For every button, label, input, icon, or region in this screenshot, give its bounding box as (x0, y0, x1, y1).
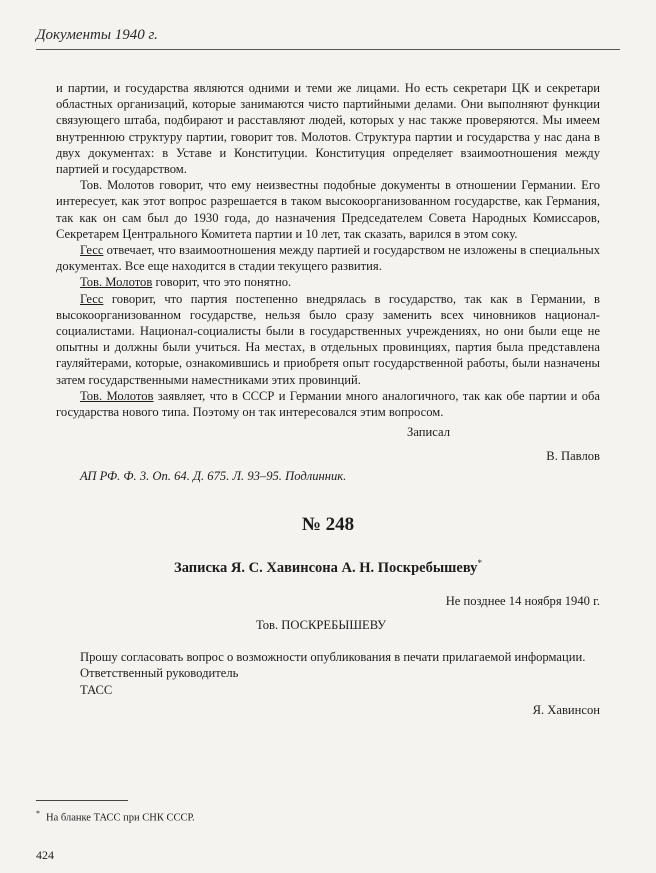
paragraph-1: и партии, и государства являются одними и теми же лицами. Но есть секретари ЦК и секретари областных организаций, которые занимаются чисто партийными делами. Они выполняют функции связующего штаба, подбирают и расставляют людей, которых у нас также проверяются. Мы имеем внутреннюю структуру партии, говорит тов. Молотов. Структура партии и государства у нас дана в двух документах: в Уставе и Конституции. Конституция определяет взаимоотношения между партией и государством. (56, 81, 600, 177)
footnote-rule (36, 800, 128, 801)
speaker-molotov: Тов. Молотов (80, 388, 154, 403)
date-line: Не позднее 14 ноября 1940 г. (445, 593, 600, 608)
paragraph-3 (56, 242, 600, 274)
speaker-hess: Гесс (80, 291, 104, 306)
request-paragraph: Прошу согласовать вопрос о возможности опубликования в печати прилагаемой информации. (80, 650, 586, 665)
paragraph-3-text: отвечает, что взаимоотношения между партией и государством не изложены в специальных документах. Все еще находится в стадии текущего развития. (56, 243, 600, 274)
addressee: Тов. ПОСКРЕБЫШЕВУ (256, 617, 387, 632)
paragraph-4-text: говорит, что это понятно. (152, 275, 292, 290)
paragraph-6 (56, 388, 600, 420)
footnote (36, 809, 195, 824)
footnote-marker: * (477, 557, 482, 568)
paragraph-2: Тов. Молотов говорит, что ему неизвестны подобные документы в отношении Германии. Его интересует, как этот вопрос разрешается в таком высокоорганизованном государстве, как Германия, так как он сам был до 1930 года, до назначения Председателем Совета Народных Комиссаров, Секретарем Центрального Комитета партии и 10 лет, так сказать, варился в этом соку. (56, 178, 600, 241)
header-rule (36, 49, 620, 50)
paragraph-5-text: говорит, что партия постепенно внедрялась в государство, так как в Германии, в высокоорганизованном государстве, нельзя было сразу заменить всех чиновников национал-социалистами. Национал-социалисты были в государственных учреждениях, но они были еще не опытны и должны были учиться. На местах, в отдельных провинциях, партия была представлена гауляйтерами, которые, ознакомившись и приобретя опыт государственной работы, были назначены затем государственными наместниками этих провинций. (56, 291, 600, 387)
recorded-label: Записал (407, 425, 450, 440)
footnote-marker: * (36, 809, 40, 818)
paragraph-4 (56, 274, 600, 290)
footnote-text: На бланке ТАСС при СНК СССР. (46, 812, 195, 824)
archive-source: АП РФ. Ф. 3. Оп. 64. Д. 675. Л. 93–95. Подлинник. (80, 468, 347, 483)
signature-role-2: ТАСС (80, 682, 113, 697)
recorder-name: В. Павлов (546, 449, 600, 464)
speaker-hess: Гесс (80, 243, 104, 258)
signer-name: Я. Хавинсон (532, 702, 600, 717)
running-head: Документы 1940 г. (36, 27, 158, 43)
paragraph-6-text: заявляет, что в СССР и Германии много аналогичного, так как обе партии и оба государства нового типа. Поэтому он так интересовался этим вопросом. (56, 388, 601, 420)
signature-role-1: Ответственный руководитель (80, 666, 239, 681)
paragraph-5 (56, 291, 600, 388)
page-number: 424 (36, 848, 54, 862)
document-title (56, 554, 600, 577)
document-number: № 248 (301, 513, 355, 535)
page-body (56, 80, 600, 718)
speaker-molotov: Тов. Молотов (80, 275, 153, 290)
document-title-text: Записка Я. С. Хавинсона А. Н. Поскребышеву (174, 559, 478, 576)
